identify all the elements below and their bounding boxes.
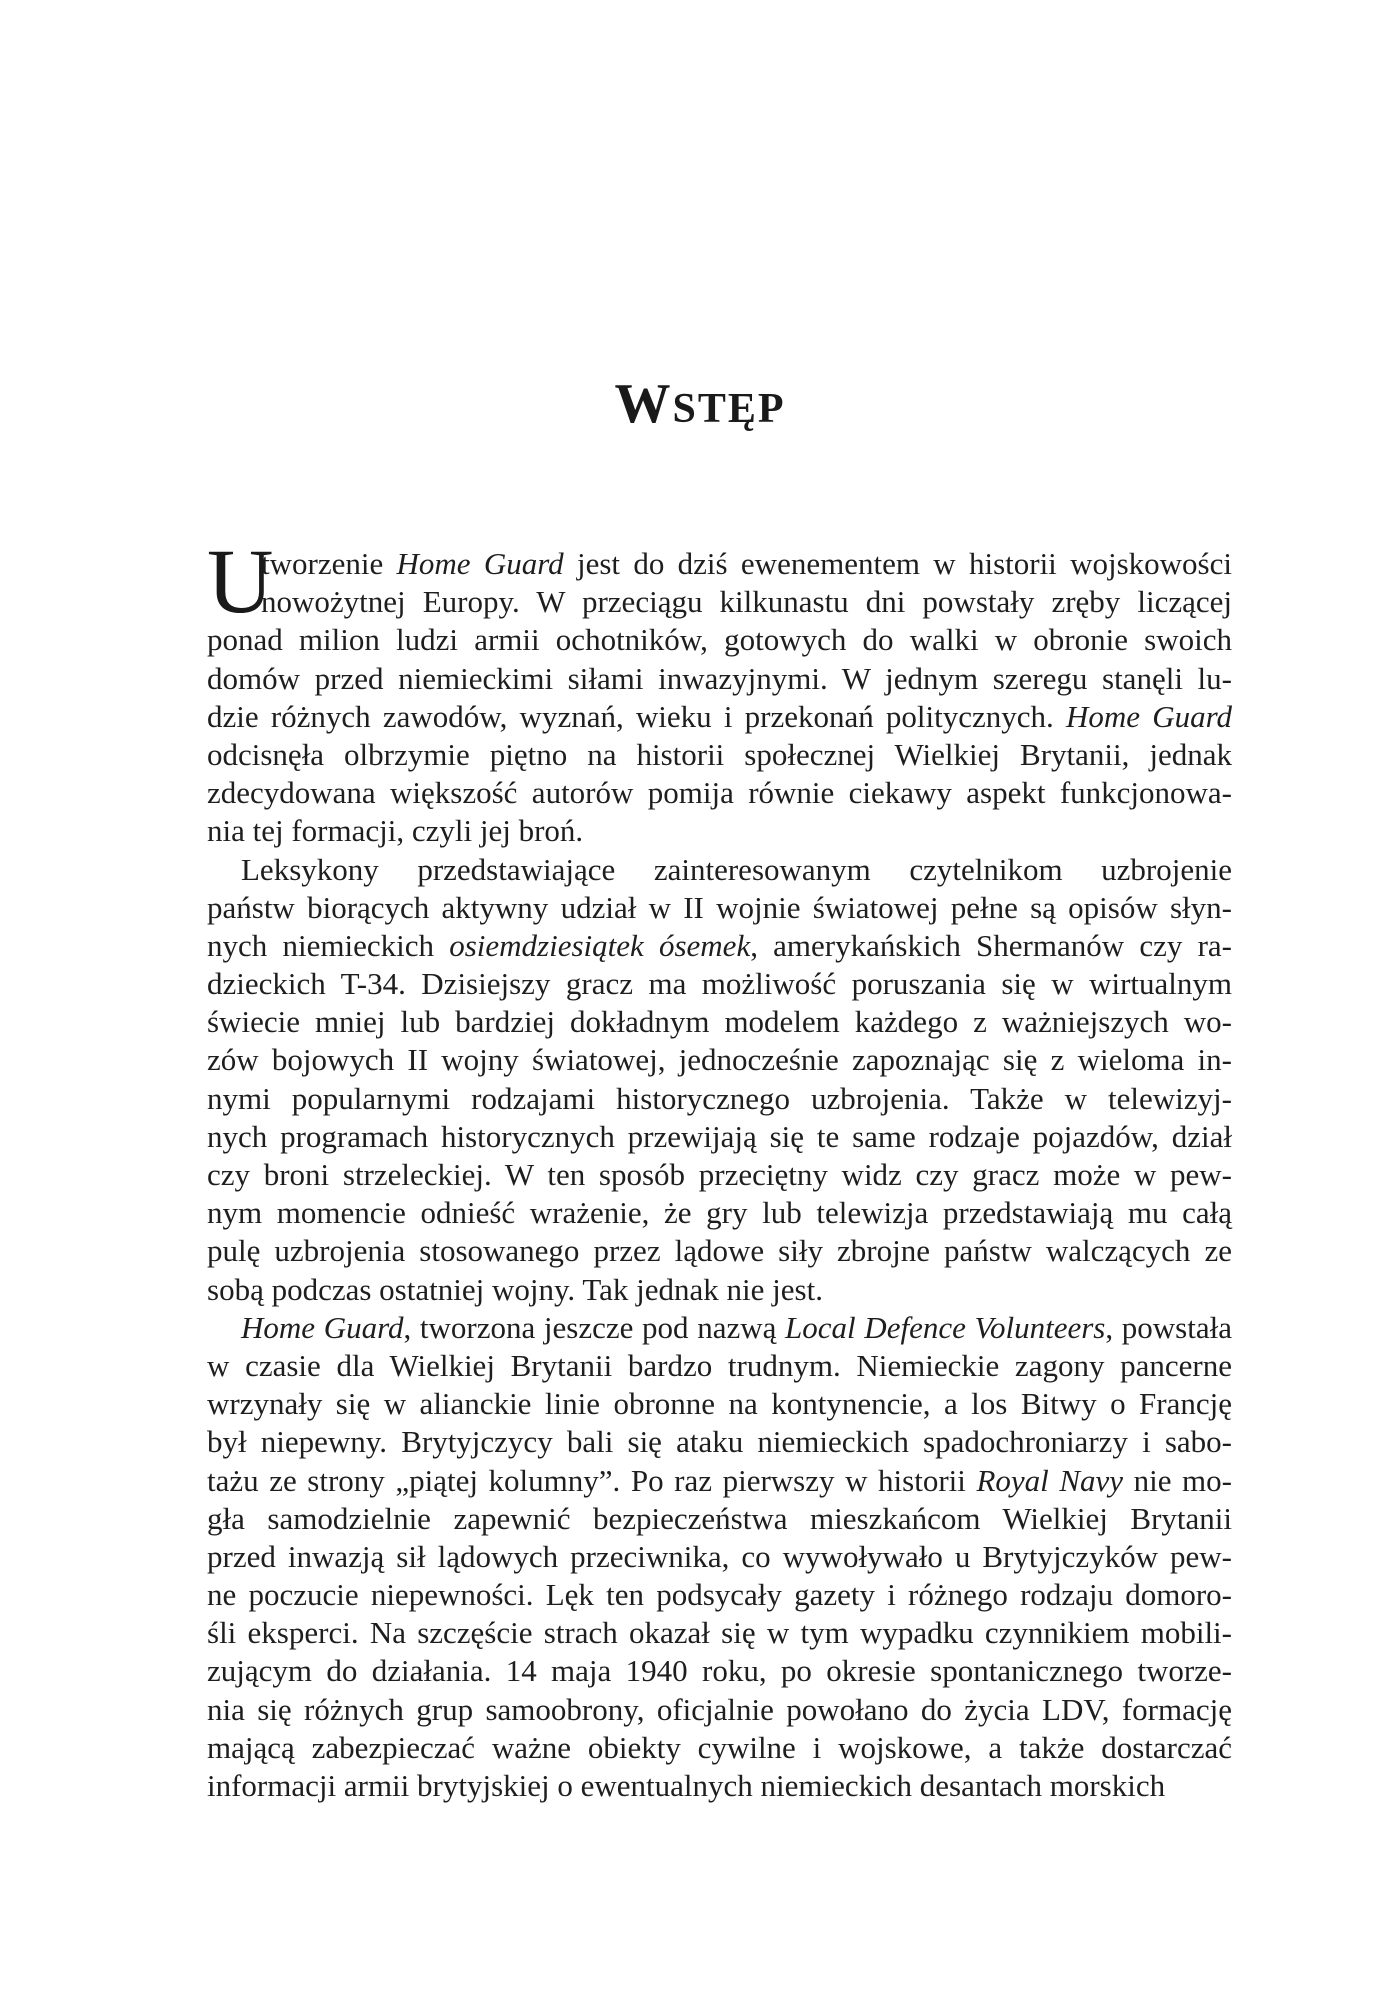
text-run: wrzynały się w alianckie linie obronne na kontynencie, a los Bitwy o Francję [207,1386,1232,1422]
text-line [207,1080,1232,1118]
text-line [207,1767,1232,1805]
text-run: zdecydowana większość autorów pomija równie ciekawy aspekt funkcjonowa- [207,775,1232,811]
text-line [207,965,1232,1003]
italic-text: Home Guard [241,1309,404,1345]
text-run: dzie różnych zawodów, wyznań, wieku i przekonań politycznych. [207,698,1066,734]
text-line [207,1118,1232,1156]
text-run: Leksykony przedstawiające zainteresowanym czytelnikom uzbrojenie [241,851,1232,887]
text-run: ponad milion ludzi armii ochotników, gotowych do walki w obronie swoich [207,622,1232,658]
text-run: , tworzona jeszcze pod nazwą [403,1309,786,1345]
text-line [207,1347,1232,1385]
text-run: w czasie dla Wielkiej Brytanii bardzo trudnym. Niemieckie zagony pancerne [207,1347,1232,1383]
text-line [207,660,1232,698]
text-run: gła samodzielnie zapewnić bezpieczeństwa mieszkańcom Wielkiej Brytanii [207,1500,1232,1536]
text-line [207,851,1232,889]
text-run: tażu ze strony „piątej kolumny”. Po raz pierwszy w historii [207,1462,977,1498]
text-run: odcisnęła olbrzymie piętno na historii społecznej Wielkiej Brytanii, jednak [207,736,1232,772]
text-line [207,1614,1232,1652]
text-run: nym momencie odnieść wrażenie, że gry lub telewizja przedstawiają mu całą [207,1195,1232,1231]
text-run: mającą zabezpieczać ważne obiekty cywilne i wojskowe, a także dostarczać [207,1729,1232,1765]
text-line [207,1194,1232,1232]
text-line [207,1309,1232,1347]
text-run: tworzenie [261,546,397,581]
text-line [207,1652,1232,1690]
text-run: informacji armii brytyjskiej o ewentualnych niemieckich desantach morskich [207,1768,1166,1803]
text-line [207,1156,1232,1194]
text-line [207,1500,1232,1538]
text-run: nymi popularnymi rodzajami historycznego uzbrojenia. Także w telewizyj- [207,1080,1232,1116]
paragraph [207,1309,1232,1805]
text-line [207,1232,1232,1270]
text-run: przed inwazją sił lądowych przeciwnika, co wywoływało u Brytyjczyków pew- [207,1538,1232,1574]
text-run: ne poczucie niepewności. Lęk ten podsycały gazety i różnego rodzaju domoro- [207,1577,1232,1613]
text-run: nych programach historycznych przewijają się te same rodzaje pojazdów, dział [207,1118,1232,1154]
text-line [207,583,1232,621]
text-run: zującym do działania. 14 maja 1940 roku, po okresie spontanicznego tworze- [207,1653,1232,1689]
text-line [207,1538,1232,1576]
text-line [207,1691,1232,1729]
text-run: państw biorących aktywny udział w II wojnie światowej pełne są opisów słyn- [207,889,1232,925]
italic-text: Local Defence Volunteers [785,1309,1106,1345]
italic-text: Home Guard [396,546,564,581]
chapter-title-initial: W [614,373,673,435]
text-line [207,1003,1232,1041]
text-run: jest do dziś ewenementem w historii wojskowości [563,546,1232,581]
body-text [207,530,1233,1805]
paragraph [207,530,1233,851]
text-line [207,1462,1232,1500]
italic-text: Home Guard [1065,698,1233,734]
text-run: nowożytnej Europy. W przeciągu kilkunastu dni powstały zręby liczącej [261,584,1232,620]
text-run: zów bojowych II wojny światowej, jednocześnie zapoznając się z wieloma in- [207,1042,1232,1078]
text-run: nie mo- [1123,1462,1232,1498]
drop-cap: U [207,530,274,632]
text-run: , powstała [1105,1309,1232,1345]
text-run: czy broni strzeleckiej. W ten sposób przeciętny widz czy gracz może w pew- [207,1157,1232,1192]
text-run: nych niemieckich [207,927,450,963]
italic-text: Royal Navy [976,1462,1124,1498]
text-line [207,1423,1232,1461]
chapter-title [0,372,1400,436]
text-line [207,889,1232,927]
text-line [207,736,1232,774]
text-line [207,774,1232,812]
text-line [207,1729,1232,1767]
text-run: domów przed niemieckimi siłami inwazyjnymi. W jednym szeregu stanęli lu- [207,660,1232,696]
text-run: nia tej formacji, czyli jej broń. [207,813,584,849]
text-line [207,1385,1232,1423]
text-line [207,1271,1232,1309]
text-line [207,621,1232,659]
text-line [207,812,1232,850]
text-run: był niepewny. Brytyjczycy bali się ataku niemieckich spadochroniarzy i sabo- [207,1424,1232,1460]
text-run: śli eksperci. Na szczęście strach okazał się w tym wypadku czynnikiem mobili- [207,1615,1232,1651]
text-line [207,698,1232,736]
text-run: świecie mniej lub bardziej dokładnym modelem każdego z ważniejszych wo- [207,1004,1232,1040]
italic-text: osiemdziesiątek ósemek [449,927,751,963]
text-run: , amerykańskich Shermanów czy ra- [750,927,1232,963]
text-run: pulę uzbrojenia stosowanego przez lądowe siły zbrojne państw walczących ze [207,1233,1232,1269]
text-run: dzieckich T-34. Dzisiejszy gracz ma możliwość poruszania się w wirtualnym [207,966,1232,1002]
text-line [207,545,1232,583]
chapter-title-rest: STĘP [672,386,786,432]
text-line [207,927,1232,965]
text-line [207,1576,1232,1614]
text-line [207,1041,1232,1079]
text-run: sobą podczas ostatniej wojny. Tak jednak nie jest. [207,1271,823,1307]
text-run: nia się różnych grup samoobrony, oficjalnie powołano do życia LDV, formację [207,1691,1232,1727]
paragraph [207,851,1232,1309]
